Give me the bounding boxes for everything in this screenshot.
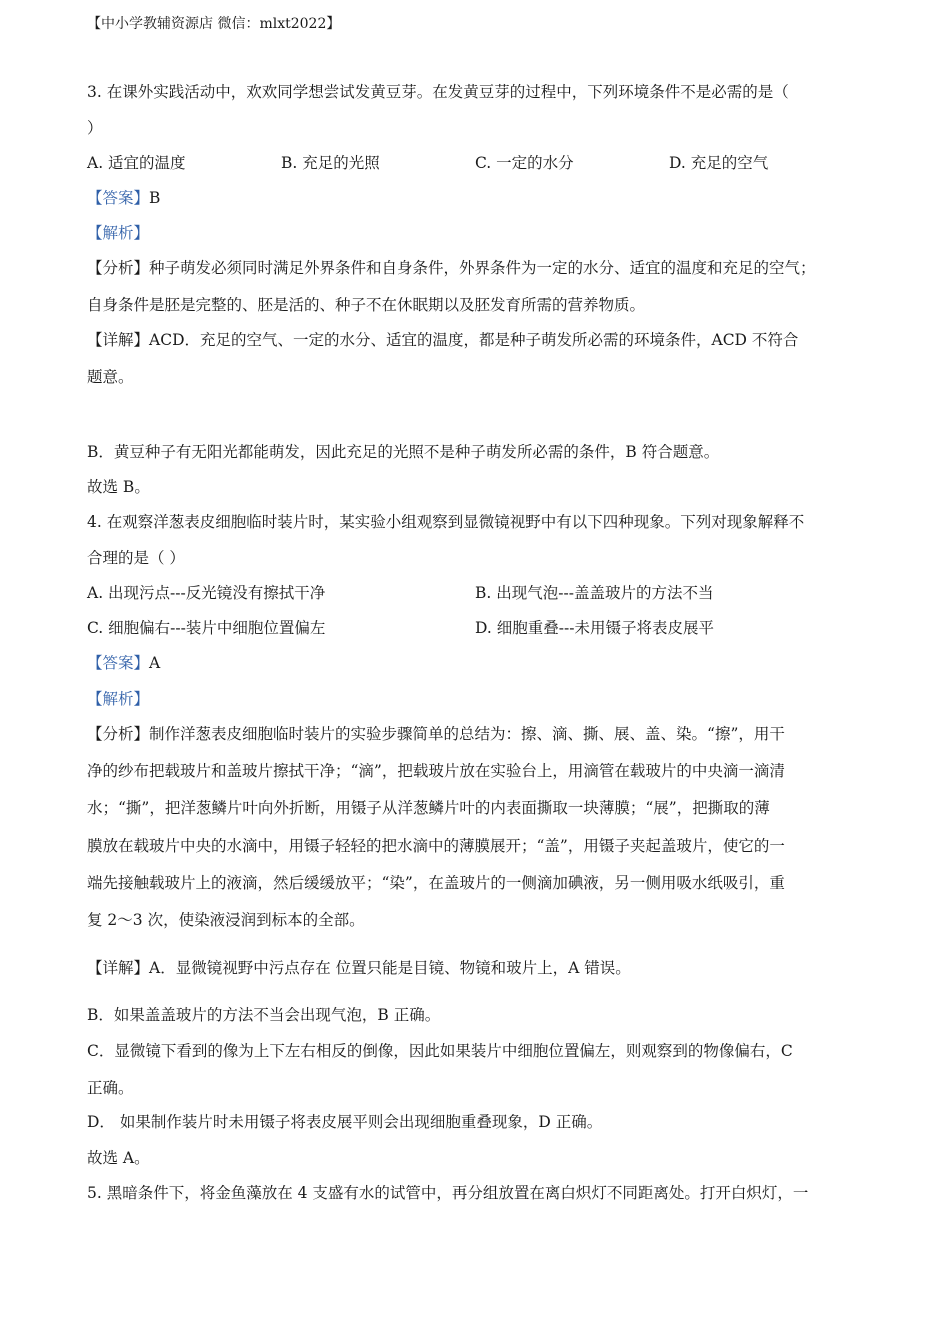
q3-analysis-tag: 【解析】	[87, 224, 150, 242]
q4-xiangjie-line1	[87, 958, 631, 978]
q3-fenxi-tag: 【分析】	[87, 259, 150, 277]
page-header: 【中小学教辅资源店 微信：mlxt2022】	[87, 16, 341, 32]
q4-option-c: C. 细胞偏右---装片中细胞位置偏左	[87, 619, 326, 637]
q3-option-a: A. 适宜的温度	[87, 154, 186, 172]
q4-stem-line2: 合理的是（ ）	[87, 549, 185, 567]
q4-answer-line	[87, 653, 160, 673]
q4-fenxi-line1	[87, 724, 785, 744]
q4-c-explanation-line1: C．显微镜下看到的像为上下左右相反的倒像，因此如果装片中细胞位置偏左，则观察到的物像偏右，C	[87, 1042, 793, 1060]
q4-fenxi-line5: 端先接触载玻片上的液滴，然后缓缓放平；“染”，在盖玻片的一侧滴加碘液，另一侧用吸水纸吸引，重	[87, 874, 785, 892]
q3-b-explanation: B．黄豆种子有无阳光都能萌发，因此充足的光照不是种子萌发所必需的条件，B 符合题意。	[87, 443, 720, 461]
q4-xiangjie-tag: 【详解】	[87, 959, 150, 977]
q4-d-explanation: D． 如果制作装片时未用镊子将表皮展平则会出现细胞重叠现象，D 正确。	[87, 1113, 603, 1131]
q4-xiangjie-text1: A．显微镜视野中污点存在 位置只能是目镜、物镜和玻片上，A 错误。	[149, 959, 631, 977]
q4-b-explanation: B．如果盖盖玻片的方法不当会出现气泡，B 正确。	[87, 1006, 441, 1024]
q3-xiangjie-line2: 题意。	[87, 368, 134, 386]
q4-fenxi-line4: 膜放在载玻片中央的水滴中，用镊子轻轻的把水滴中的薄膜展开；“盖”，用镊子夹起盖玻片，使它的一	[87, 837, 785, 855]
q3-xiangjie-line1	[87, 330, 798, 350]
q3-fenxi-line1	[87, 258, 816, 278]
q3-xiangjie-text1: ACD．充足的空气、一定的水分、适宜的温度，都是种子萌发所必需的环境条件，ACD 不符合	[149, 331, 799, 349]
q3-answer-tag: 【答案】	[87, 189, 150, 207]
q4-c-explanation-line2: 正确。	[87, 1079, 134, 1097]
q4-fenxi-line6: 复 2～3 次，使染液浸润到标本的全部。	[87, 911, 365, 929]
q4-option-d: D. 细胞重叠---未用镊子将表皮展平	[475, 619, 714, 637]
q4-answer-tag: 【答案】	[87, 654, 150, 672]
q3-fenxi-line2: 自身条件是胚是完整的、胚是活的、种子不在休眠期以及胚发育所需的营养物质。	[87, 296, 646, 314]
q3-option-b: B. 充足的光照	[281, 154, 380, 172]
q4-fenxi-text1: 制作洋葱表皮细胞临时装片的实验步骤简单的总结为：擦、滴、撕、展、盖、染。“擦”，用干	[149, 725, 785, 743]
q3-stem-line2: ）	[87, 119, 103, 137]
q3-stem-line1: 3. 在课外实践活动中，欢欢同学想尝试发黄豆芽。在发黄豆芽的过程中，下列环境条件不是必需的是（	[87, 83, 789, 101]
q4-fenxi-line2: 净的纱布把载玻片和盖玻片擦拭干净；“滴”，把载玻片放在实验台上，用滴管在载玻片的中央滴一滴清	[87, 762, 785, 780]
q3-conclusion: 故选 B。	[87, 478, 150, 496]
q4-conclusion: 故选 A。	[87, 1149, 150, 1167]
q4-fenxi-line3: 水；“撕”，把洋葱鳞片叶向外折断，用镊子从洋葱鳞片叶的内表面撕取一块薄膜；“展”，把撕取的薄	[87, 799, 770, 817]
q4-answer-value: A	[149, 654, 161, 672]
q4-analysis-tag: 【解析】	[87, 690, 150, 708]
q4-option-a: A. 出现污点---反光镜没有擦拭干净	[87, 584, 326, 602]
q3-option-c: C. 一定的水分	[475, 154, 574, 172]
q4-fenxi-tag: 【分析】	[87, 725, 150, 743]
q3-answer-value: B	[149, 189, 161, 207]
q3-xiangjie-tag: 【详解】	[87, 331, 150, 349]
q4-stem-line1: 4. 在观察洋葱表皮细胞临时装片时，某实验小组观察到显微镜视野中有以下四种现象。下列对现象解释不	[87, 513, 805, 531]
q3-answer-line	[87, 188, 160, 208]
q3-fenxi-text1: 种子萌发必须同时满足外界条件和自身条件，外界条件为一定的水分、适宜的温度和充足的空气；	[149, 259, 816, 277]
q4-option-b: B. 出现气泡---盖盖玻片的方法不当	[475, 584, 714, 602]
q3-option-d: D. 充足的空气	[669, 154, 769, 172]
q5-stem-line1: 5. 黑暗条件下，将金鱼藻放在 4 支盛有水的试管中，再分组放置在离白炽灯不同距离处。打开白炽灯，一	[87, 1184, 809, 1202]
